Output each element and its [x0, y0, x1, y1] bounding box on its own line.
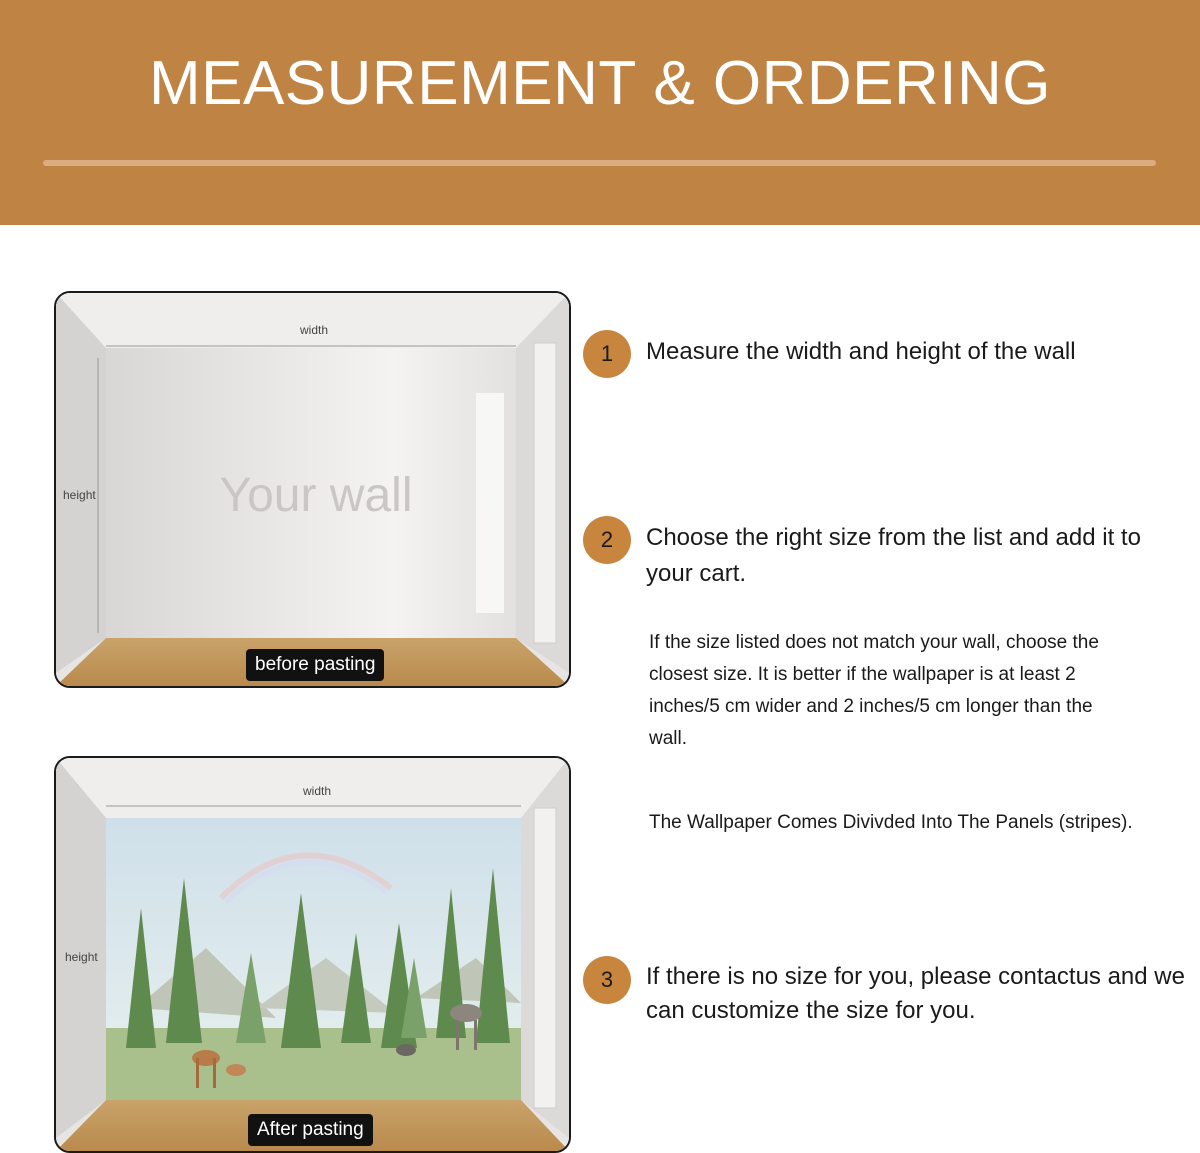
after-pasting-image: [54, 756, 571, 1153]
step-number-badge: 3: [583, 956, 631, 1004]
panels-note: The Wallpaper Comes Divivded Into The Panels (stripes).: [649, 812, 1133, 833]
height-label: height: [65, 950, 98, 964]
step-number-badge: 1: [583, 330, 631, 378]
header-banner: [0, 0, 1200, 225]
height-label: height: [63, 488, 96, 502]
size-match-note: If the size listed does not match your wall, choose the closest size. It is better if the wallpaper is at least 2 inches/5 cm wider and 2 inches/5 cm longer than the wall.: [649, 632, 1099, 749]
forest-mural-illustration: [56, 758, 569, 1151]
width-label: width: [303, 784, 332, 798]
step-number-badge: 2: [583, 516, 631, 564]
step-text: Choose the right size from the list and add it to your cart.: [646, 524, 1141, 587]
before-pasting-tag: before pasting: [246, 649, 384, 681]
step-text: Measure the width and height of the wall: [646, 338, 1076, 365]
after-pasting-tag: After pasting: [248, 1114, 373, 1146]
step-3: [583, 956, 1186, 1028]
step-text: If there is no size for you, please contactus and we can customize the size for you.: [646, 963, 1185, 1024]
step-1: [583, 330, 1146, 378]
page-title: MEASUREMENT & ORDERING: [148, 49, 1052, 118]
before-pasting-image: [54, 291, 571, 688]
width-label: width: [300, 323, 329, 337]
step-2: [583, 516, 1156, 592]
your-wall-label: Your wall: [219, 469, 413, 522]
header-divider: [43, 160, 1156, 166]
